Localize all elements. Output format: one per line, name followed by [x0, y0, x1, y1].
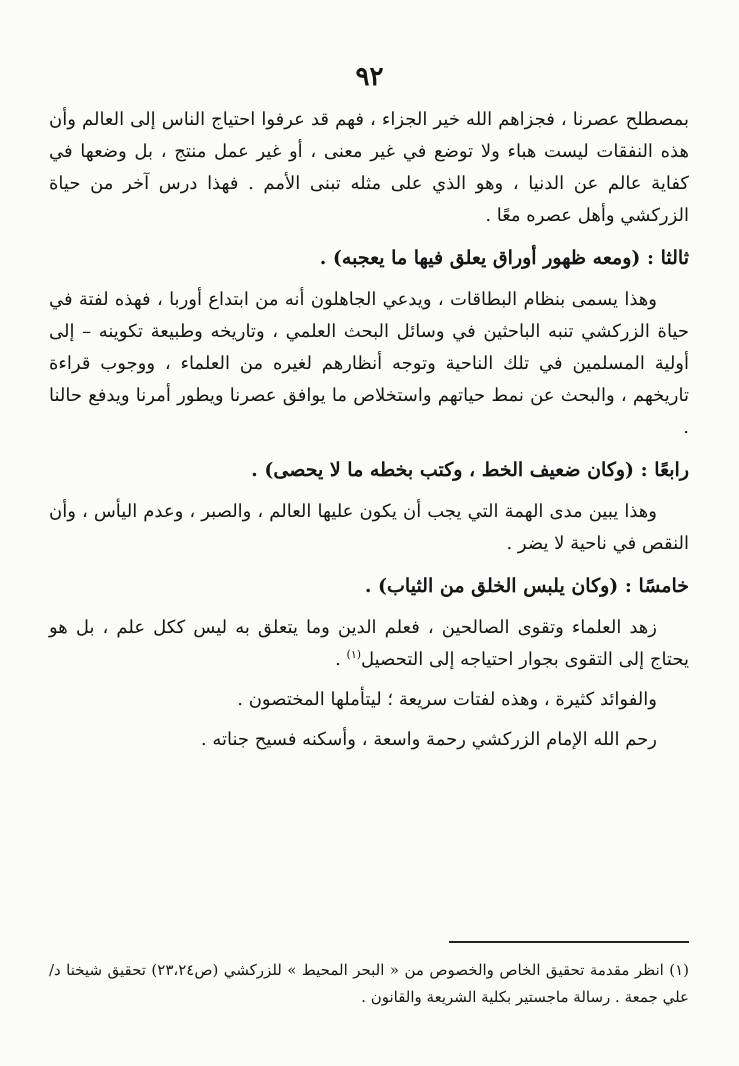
footnotes	[49, 957, 689, 1011]
footnote-reference[interactable]: (١)	[346, 648, 362, 661]
paragraph: والفوائد كثيرة ، وهذه لفتات سريعة ؛ ليتأملها المختصون .	[237, 689, 657, 710]
paragraph: بمصطلح عصرنا ، فجزاهم الله خير الجزاء ، فهم قد عرفوا احتياج الناس إلى العالم وأن هذه النفقات ليست هباء ولا توضع في غير معنى ، أو غير عمل منتج ، بل وضعها في كفاية عالم عن الدنيا ، وهو الذي على مثله تبنى الأمم . فهذا درس آخر من حياة الزركشي وأهل عصره معًا .	[49, 109, 689, 226]
section-heading-third: ثالثا : (ومعه ظهور أوراق يعلق فيها ما يعجبه) .	[319, 247, 689, 269]
footnote-divider	[449, 941, 689, 943]
footnote: (١) انظر مقدمة تحقيق الخاص والخصوص من « البحر المحيط » للزركشي (ص٢٣،٢٤) تحقيق شيخنا د/ علي جمعة . رسالة ماجستير بكلية الشريعة والقانون .	[49, 961, 689, 1006]
paragraph-with-footnote	[49, 612, 689, 676]
body-text	[49, 104, 689, 756]
paragraph-tail: .	[335, 649, 347, 670]
section-heading-fifth: خامسًا : (وكان يلبس الخلق من الثياب) .	[364, 575, 689, 597]
paragraph: وهذا يسمى بنظام البطاقات ، ويدعي الجاهلون أنه من ابتداع أوربا ، فهذه لفتة في حياة الزركشي تنبه الباحثين في وسائل البحث العلمي ، وتاريخه وطبيعة تكوينه – إلى أولية المسلمين في تلك الناحية وتوجه أنظارهم لغيره من العلماء ، ووجوب قراءة تاريخهم ، والبحث عن نمط حياتهم واستخلاص ما يوافق عصرنا ويطور أمرنا ويدفع حالنا .	[49, 289, 689, 438]
page-number: ٩٢	[355, 62, 384, 92]
paragraph-text: زهد العلماء وتقوى الصالحين ، فعلم الدين وما يتعلق به ليس ككل علم ، بل هو يحتاج إلى التقوى بجوار احتياجه إلى التحصيل	[49, 617, 689, 670]
paragraph: وهذا يبين مدى الهمة التي يجب أن يكون عليها العالم ، والصبر ، وعدم اليأس ، وأن النقص في ناحية لا يضر .	[49, 501, 689, 554]
closing-prayer: رحم الله الإمام الزركشي رحمة واسعة ، وأسكنه فسيح جناته .	[200, 729, 657, 750]
section-heading-fourth: رابعًا : (وكان ضعيف الخط ، وكتب بخطه ما لا يحصى) .	[251, 459, 689, 481]
